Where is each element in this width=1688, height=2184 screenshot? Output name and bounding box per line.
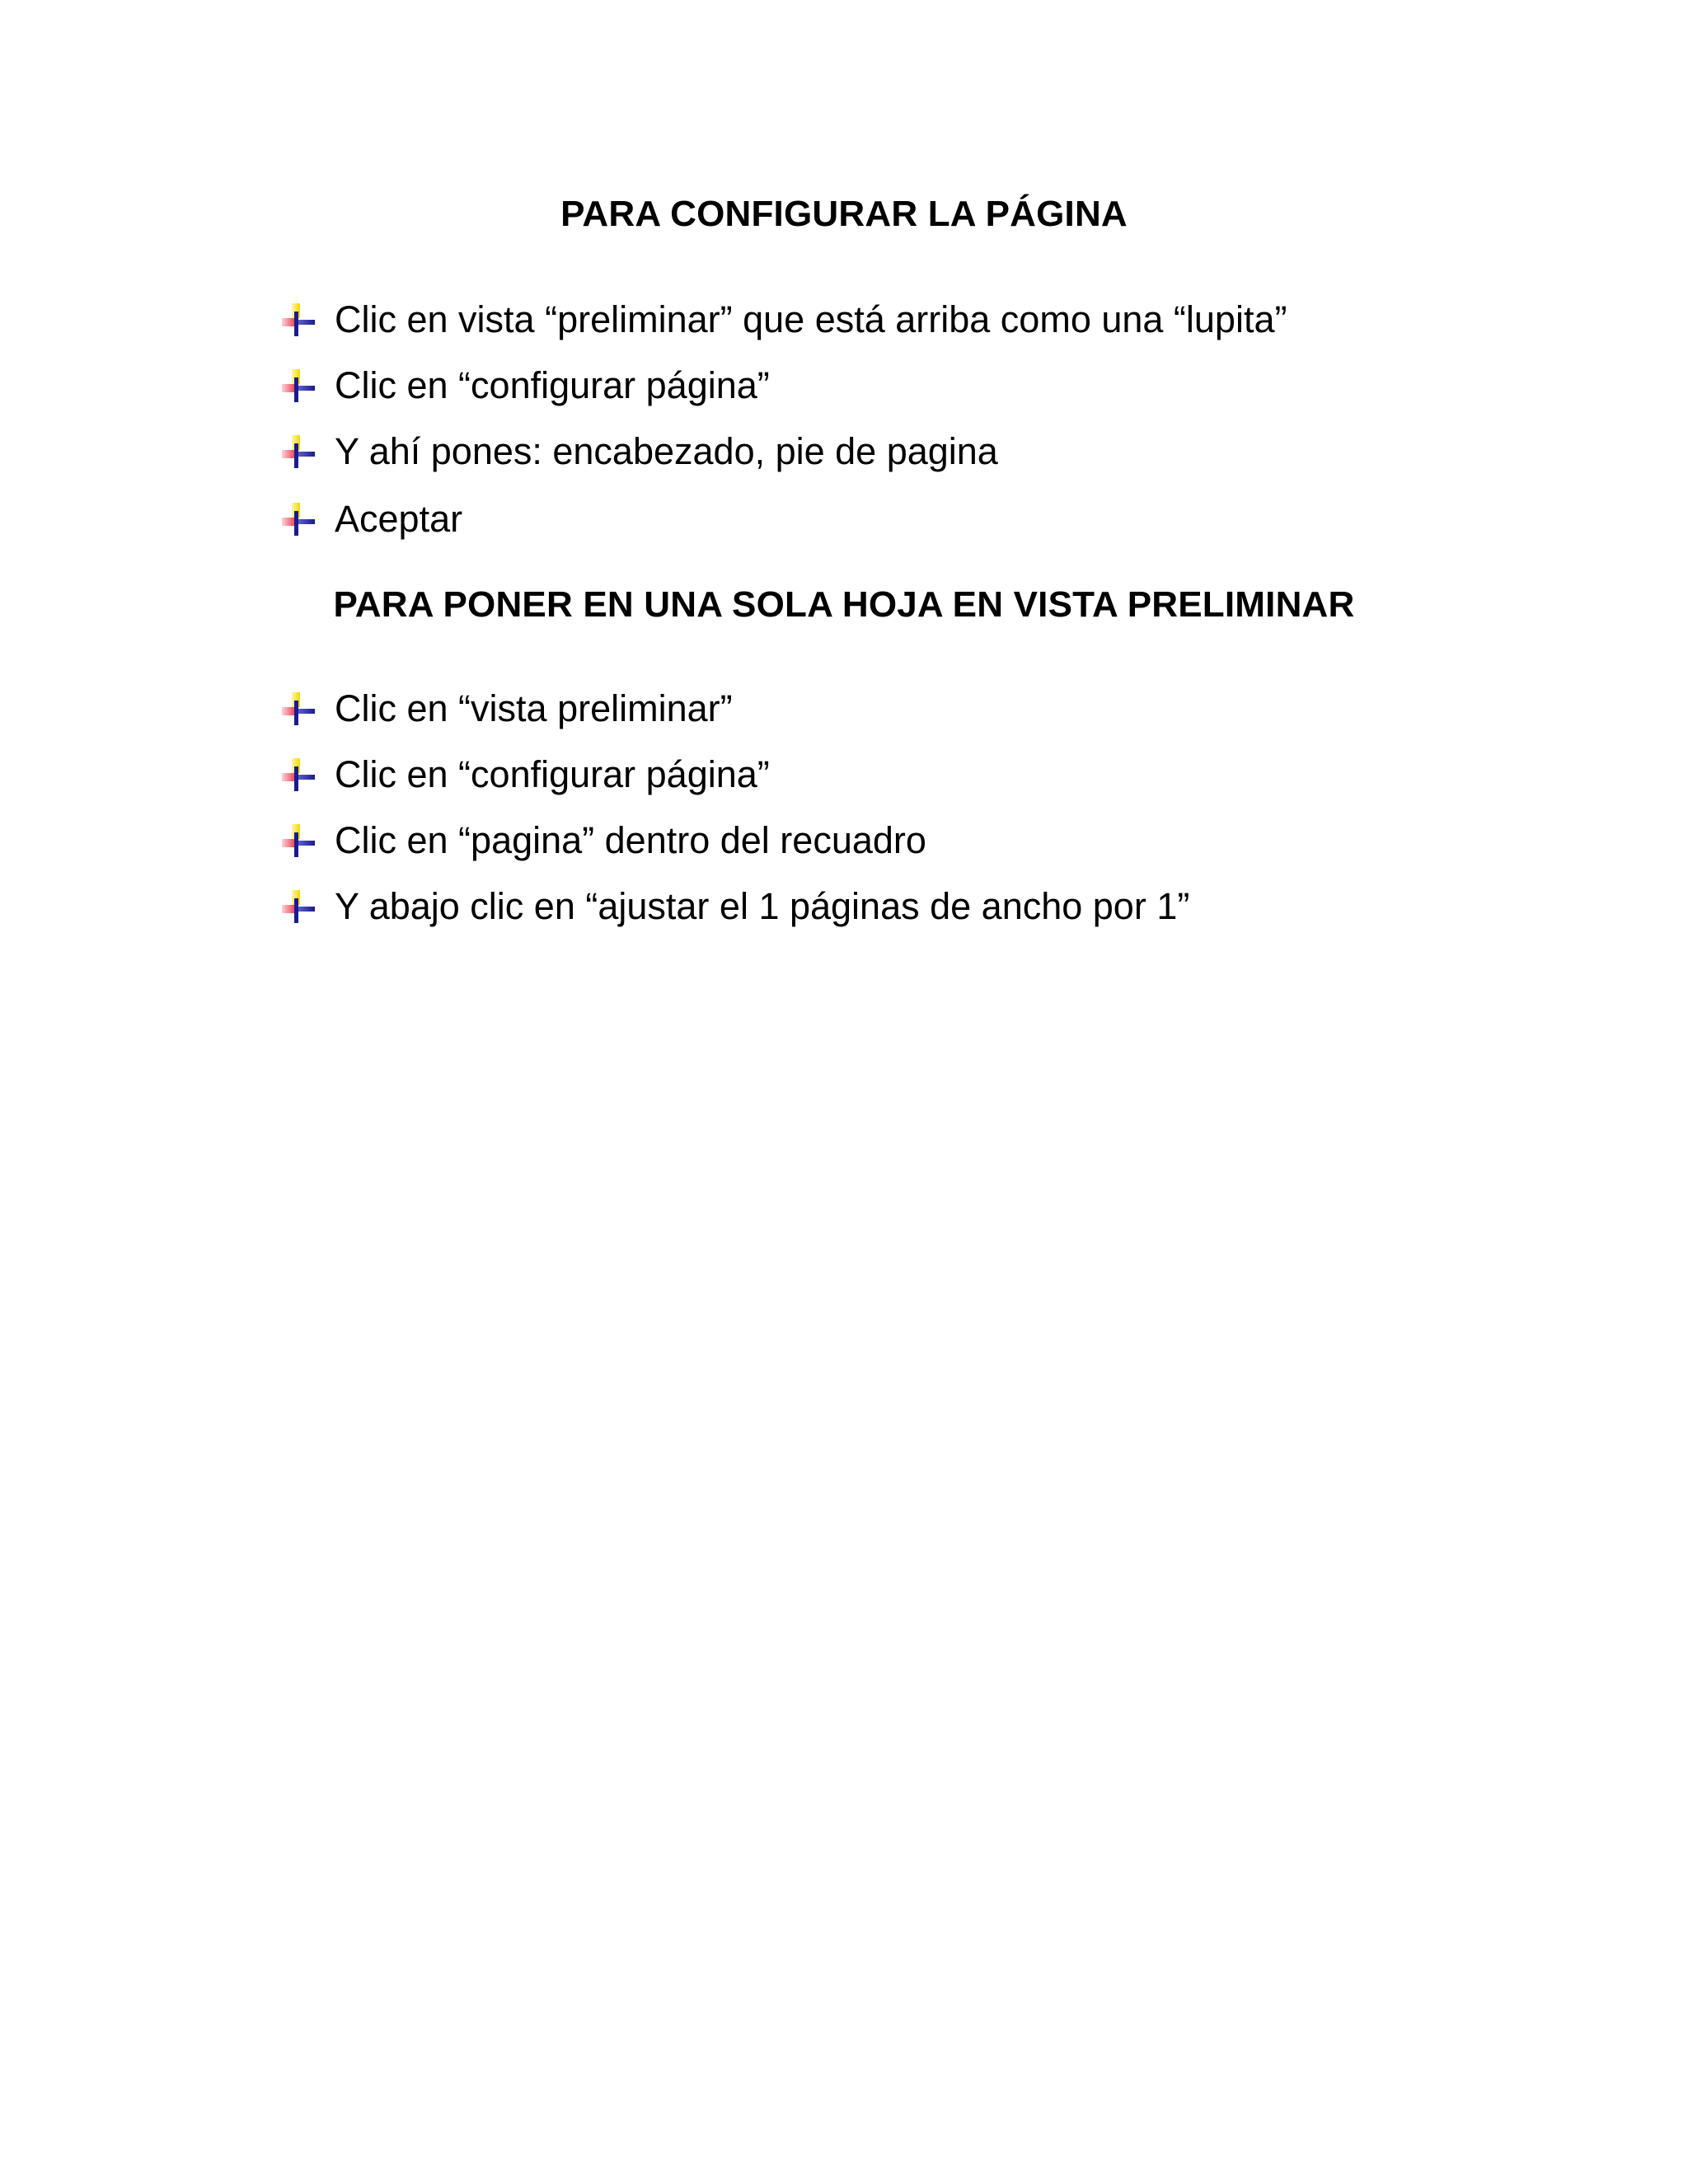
bullet-plus-icon [280, 757, 316, 793]
bullet-plus-icon [280, 691, 316, 727]
bullet-plus-icon [280, 302, 316, 338]
list-item [280, 742, 1189, 808]
list-item-text: Aceptar [335, 498, 463, 540]
list-item [280, 287, 1287, 353]
section-2-list [280, 676, 1189, 940]
bullet-plus-icon [280, 888, 316, 925]
list-item [280, 419, 1287, 485]
list-item-text: Clic en “configurar página” [335, 364, 770, 406]
bullet-plus-icon [280, 434, 316, 470]
bullet-plus-icon [280, 501, 316, 537]
section-1-list [280, 287, 1287, 554]
list-item [280, 874, 1189, 940]
section-2-heading: PARA PONER EN UNA SOLA HOJA EN VISTA PRELIMINAR [333, 584, 1355, 625]
list-item [280, 485, 1287, 554]
bullet-plus-icon [280, 368, 316, 404]
list-item-text: Y ahí pones: encabezado, pie de pagina [335, 430, 998, 472]
list-item-text: Clic en “vista preliminar” [335, 687, 733, 729]
list-item-text: Y abajo clic en “ajustar el 1 páginas de ancho por 1” [335, 885, 1190, 927]
list-item-text: Clic en vista “preliminar” que está arriba como una “lupita” [335, 298, 1287, 340]
bullet-plus-icon [280, 823, 316, 859]
list-item-text: Clic en “configurar página” [335, 753, 770, 795]
list-item [280, 808, 1189, 874]
list-item [280, 676, 1189, 742]
section-1-heading: PARA CONFIGURAR LA PÁGINA [560, 194, 1128, 234]
list-item-text: Clic en “pagina” dentro del recuadro [335, 819, 926, 861]
list-item [280, 353, 1287, 419]
